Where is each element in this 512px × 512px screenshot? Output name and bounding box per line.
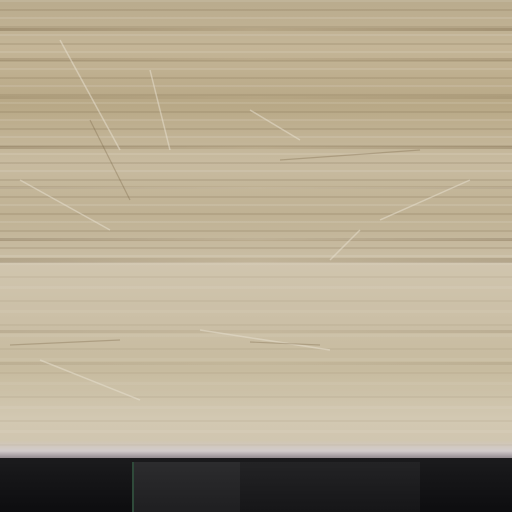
scratch-shadow: [10, 340, 120, 345]
background-post: [240, 462, 420, 512]
scratch-mark: [40, 360, 140, 400]
scratch-mark: [20, 180, 110, 230]
board-edge-highlight: [0, 440, 512, 460]
background-post: [132, 462, 242, 512]
scratch-mark: [200, 330, 330, 350]
scratch-mark: [150, 70, 170, 150]
scratch-mark: [250, 110, 300, 140]
scratch-mark: [60, 40, 120, 150]
scratch-mark: [330, 230, 360, 260]
scratch-shadow: [280, 150, 420, 160]
scratch-mark: [380, 180, 470, 220]
